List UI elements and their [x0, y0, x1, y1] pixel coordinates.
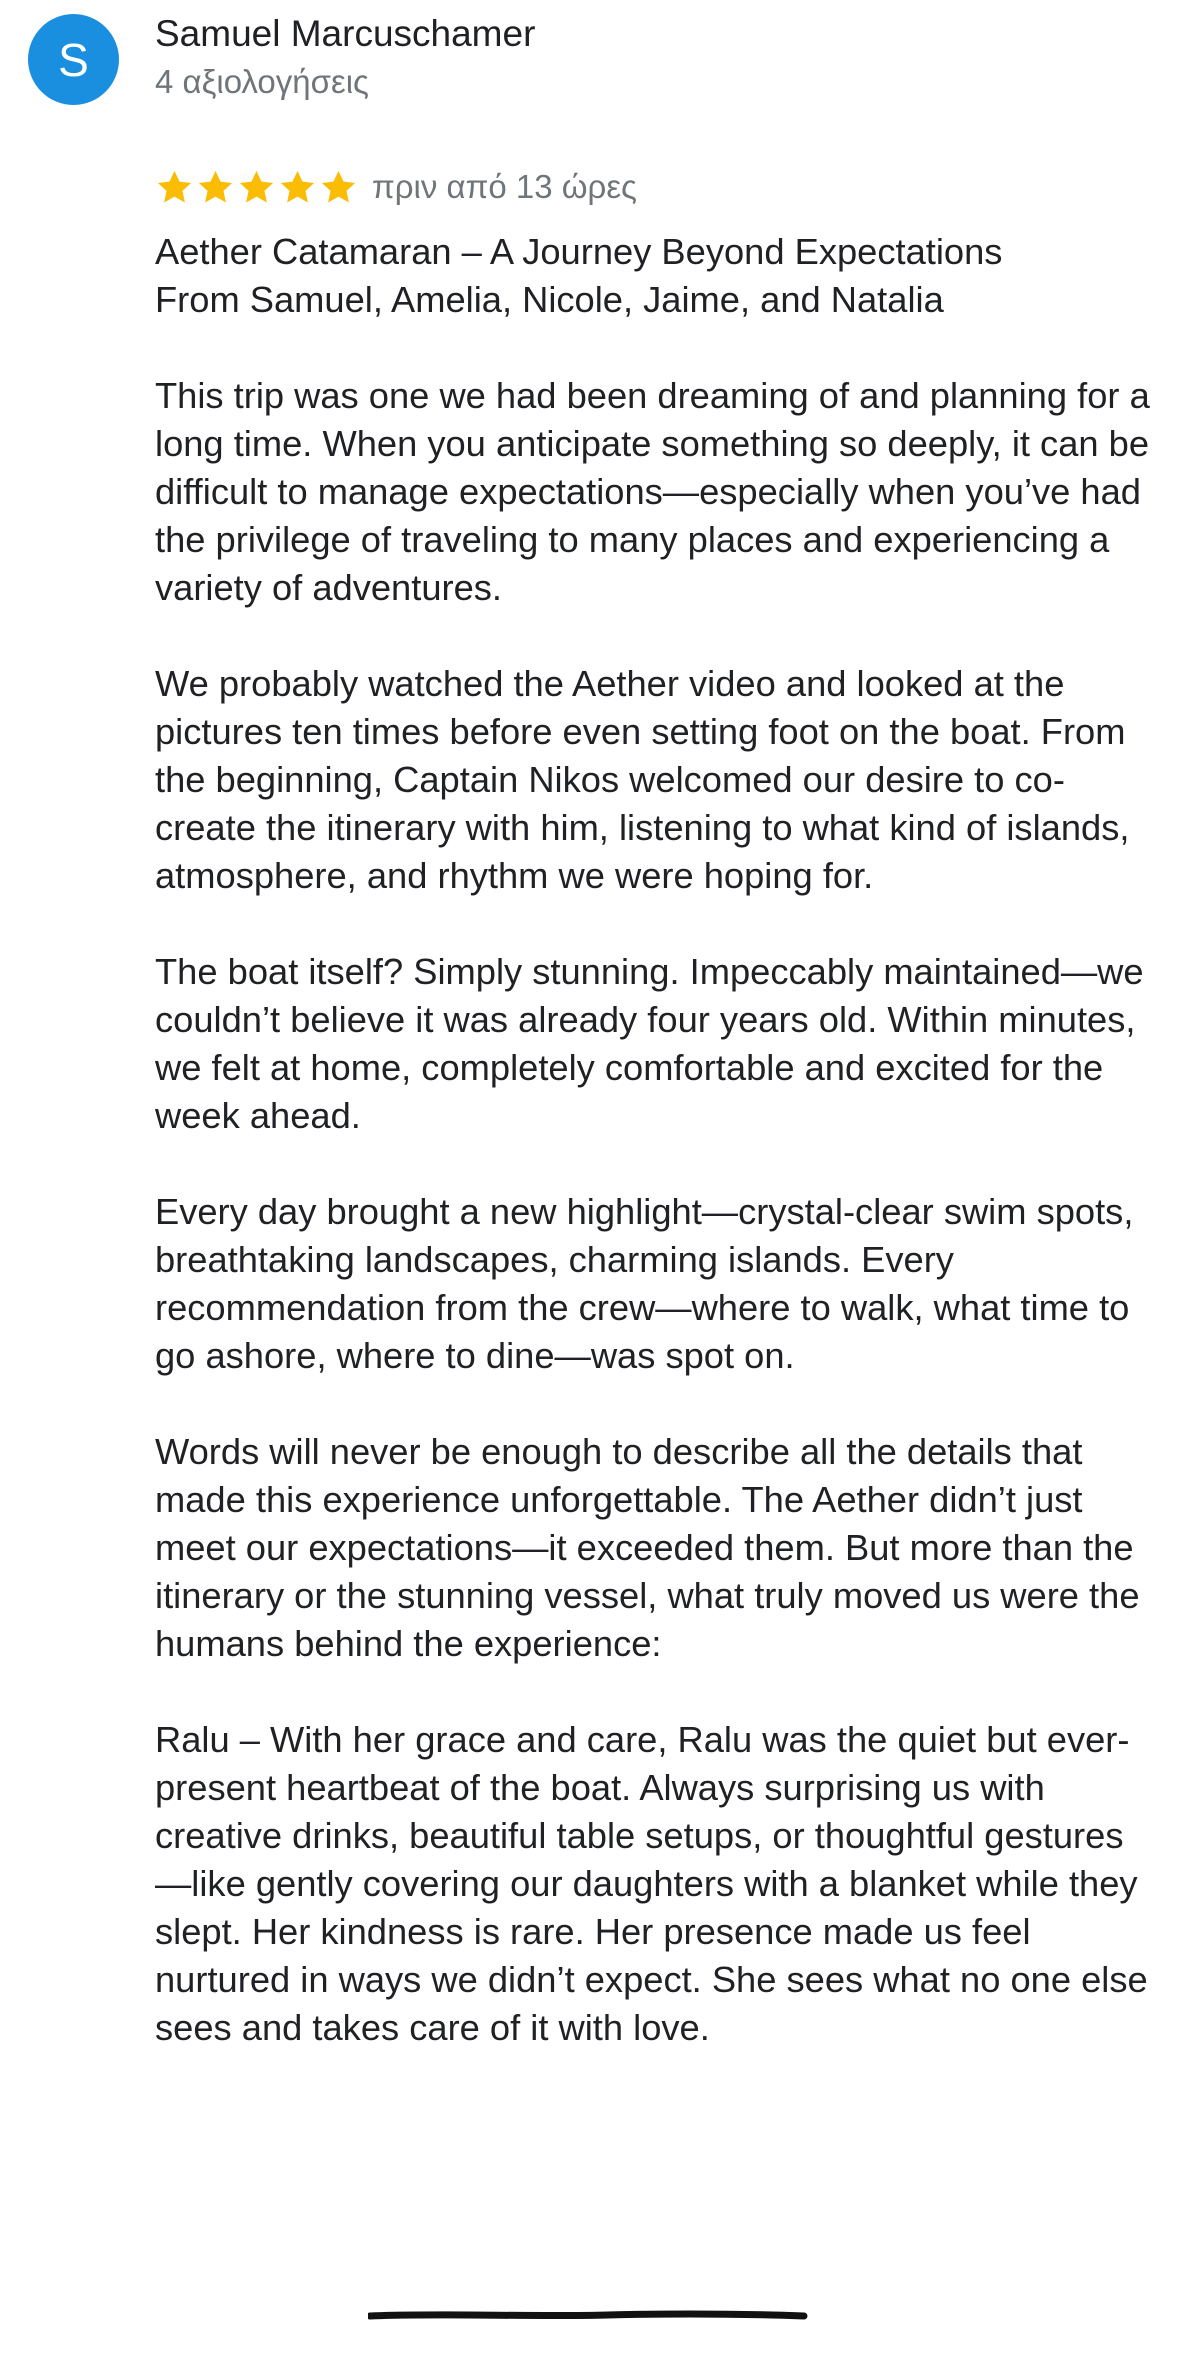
avatar-letter: S: [58, 33, 89, 86]
review-paragraph: Words will never be enough to describe all the details that made this experience unforgettable. The Aether didn’t just meet our expectations—it exceeded them. But more than the itinerary or the stunning vessel, what truly moved us were the humans behind the experience:: [155, 1431, 1140, 1664]
star-icon: [319, 168, 358, 207]
review-paragraph: Every day brought a new highlight—crystal-clear swim spots, breathtaking landscapes, charming islands. Every recommendation from the crew—where to walk, what time to go ashore, where to dine—was spot on.: [155, 1191, 1134, 1376]
review-title: Aether Catamaran – A Journey Beyond Expectations From Samuel, Amelia, Nicole, Jaime, and Natalia: [155, 231, 1003, 320]
review-text: [155, 228, 1155, 2100]
star-icon: [155, 168, 194, 207]
avatar[interactable]: [28, 14, 119, 105]
review-paragraph: The boat itself? Simply stunning. Impeccably maintained—we couldn’t believe it was already four years old. Within minutes, we felt at home, completely comfortable and excited for the week ahead.: [155, 951, 1144, 1136]
star-rating: [155, 168, 360, 207]
review-paragraph: We probably watched the Aether video and looked at the pictures ten times before even setting foot on the boat. From the beginning, Captain Nikos welcomed our desire to co-create the itinerary with him, listening to what kind of islands, atmosphere, and rhythm we were hoping for.: [155, 663, 1130, 896]
reviewer-name[interactable]: Samuel Marcuschamer: [155, 13, 536, 54]
handwritten-strike-mark: [368, 2307, 808, 2323]
review-time: πριν από 13 ώρες: [372, 168, 637, 205]
review-paragraph: This trip was one we had been dreaming of and planning for a long time. When you anticipate something so deeply, it can be difficult to manage expectations—especially when you’ve had the privilege of traveling to many places and experiencing a variety of adventures.: [155, 375, 1150, 608]
rating-row: [155, 162, 637, 212]
review-paragraph: Ralu – With her grace and care, Ralu was the quiet but ever-present heartbeat of the boat. Always surprising us with creative drinks, beautiful table setups, or thoughtful gestures—like gently covering our daughters with a blanket while they slept. Her kindness is rare. Her presence made us feel nurtured in ways we didn’t expect. She sees what no one else sees and takes care of it with love.: [155, 1719, 1148, 2048]
star-icon: [196, 168, 235, 207]
star-icon: [278, 168, 317, 207]
star-icon: [237, 168, 276, 207]
reviewer-review-count[interactable]: 4 αξιολογήσεις: [155, 63, 369, 100]
